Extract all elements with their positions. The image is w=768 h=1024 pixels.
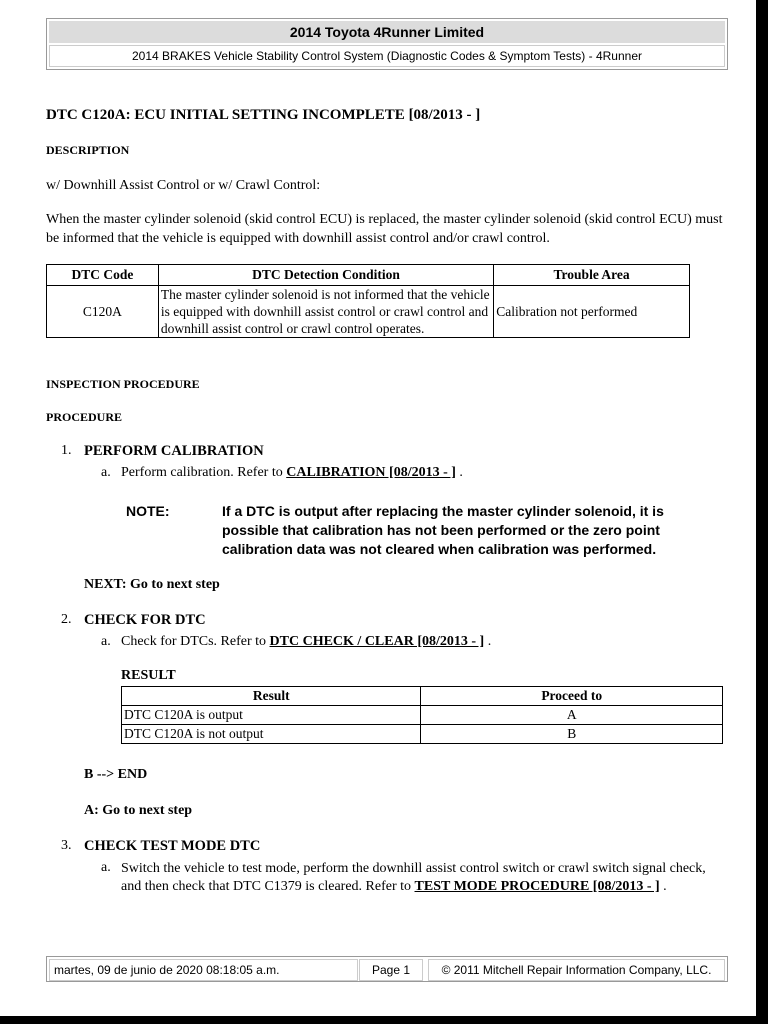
detection-condition-cell: The master cylinder solenoid is not informed that the vehicle is equipped with downhill assist control or crawl control and downhill assist control or crawl control operates.	[158, 286, 493, 338]
b-end-label: B --> END	[84, 767, 148, 782]
document-subtitle: 2014 BRAKES Vehicle Stability Control System (Diagnostic Codes & Symptom Tests) - 4Runner	[49, 45, 725, 67]
step-3-period: .	[663, 879, 667, 894]
page-frame-bottom	[0, 1016, 768, 1024]
table-row	[47, 286, 690, 338]
footer-date: martes, 09 de junio de 2020 08:18:05 a.m.	[49, 959, 358, 981]
step-1-instruction-text: Perform calibration. Refer to	[121, 465, 283, 480]
result-cell: DTC C120A is output	[122, 706, 421, 725]
document-header	[46, 18, 728, 70]
step-2-sub-letter: a.	[101, 634, 111, 649]
result-cell: DTC C120A is not output	[122, 725, 421, 744]
dtc-heading: DTC C120A: ECU INITIAL SETTING INCOMPLETE [08/2013 - ]	[46, 107, 481, 123]
calibration-link[interactable]: CALIBRATION [08/2013 - ]	[286, 465, 456, 480]
inspection-procedure-label: INSPECTION PROCEDURE	[46, 377, 200, 391]
step-1-title: PERFORM CALIBRATION	[84, 443, 264, 459]
result-header: Result	[122, 687, 421, 706]
description-line-1: w/ Downhill Assist Control or w/ Crawl Control:	[46, 178, 321, 193]
step-2-number: 2.	[61, 612, 72, 627]
dtc-table	[46, 264, 690, 338]
a-next-label: A: Go to next step	[84, 803, 193, 818]
description-label: DESCRIPTION	[46, 143, 130, 157]
step-2-instruction-text: Check for DTCs. Refer to	[121, 634, 267, 649]
step-3-instruction	[121, 860, 721, 896]
step-2-title: CHECK FOR DTC	[84, 612, 206, 628]
dtc-table-header-row	[47, 265, 690, 286]
trouble-area-cell: Calibration not performed	[494, 286, 690, 338]
step-1-number: 1.	[61, 443, 72, 458]
step-2-instruction	[121, 634, 491, 650]
vehicle-title: 2014 Toyota 4Runner Limited	[49, 21, 725, 43]
proceed-cell: B	[421, 725, 723, 744]
result-label: RESULT	[121, 668, 176, 683]
page-frame-right	[756, 0, 768, 1024]
table-row	[122, 706, 723, 725]
step-3-sub-letter: a.	[101, 860, 111, 875]
trouble-area-header: Trouble Area	[494, 265, 690, 286]
result-table-header-row	[122, 687, 723, 706]
dtc-check-clear-link[interactable]: DTC CHECK / CLEAR [08/2013 - ]	[269, 634, 485, 649]
result-table	[121, 686, 723, 744]
footer-copyright: © 2011 Mitchell Repair Information Company, LLC.	[428, 959, 725, 981]
step-3-title: CHECK TEST MODE DTC	[84, 838, 261, 854]
step-2-period: .	[487, 634, 492, 649]
step-1-instruction	[121, 465, 463, 481]
step-1-next: NEXT: Go to next step	[84, 577, 220, 592]
note-text: If a DTC is output after replacing the master cylinder solenoid, it is possible that calibration has not been performed or the zero point calibration data was not cleared when calibration was performed.	[222, 503, 664, 557]
detection-condition-header: DTC Detection Condition	[158, 265, 493, 286]
procedure-label: PROCEDURE	[46, 410, 123, 424]
step-3-number: 3.	[61, 838, 72, 853]
test-mode-procedure-link[interactable]: TEST MODE PROCEDURE [08/2013 - ]	[414, 879, 660, 894]
step-1-sub-letter: a.	[101, 465, 111, 480]
description-line-2: When the master cylinder solenoid (skid control ECU) is replaced, the master cylinder solenoid (skid control ECU) must be informed that the vehicle is equipped with downhill assist control and/or crawl control.	[46, 212, 723, 246]
dtc-code-header: DTC Code	[47, 265, 159, 286]
footer-page: Page 1	[359, 959, 423, 981]
proceed-to-header: Proceed to	[421, 687, 723, 706]
document-footer	[46, 956, 728, 982]
proceed-cell: A	[421, 706, 723, 725]
step-3-instruction-text: Switch the vehicle to test mode, perform the downhill assist control switch or crawl switch signal check, and then check that DTC C1379 is cleared. Refer to	[121, 861, 706, 894]
dtc-code-cell: C120A	[47, 286, 159, 338]
note-label: NOTE:	[126, 503, 170, 519]
step-1-period: .	[459, 465, 463, 480]
table-row	[122, 725, 723, 744]
